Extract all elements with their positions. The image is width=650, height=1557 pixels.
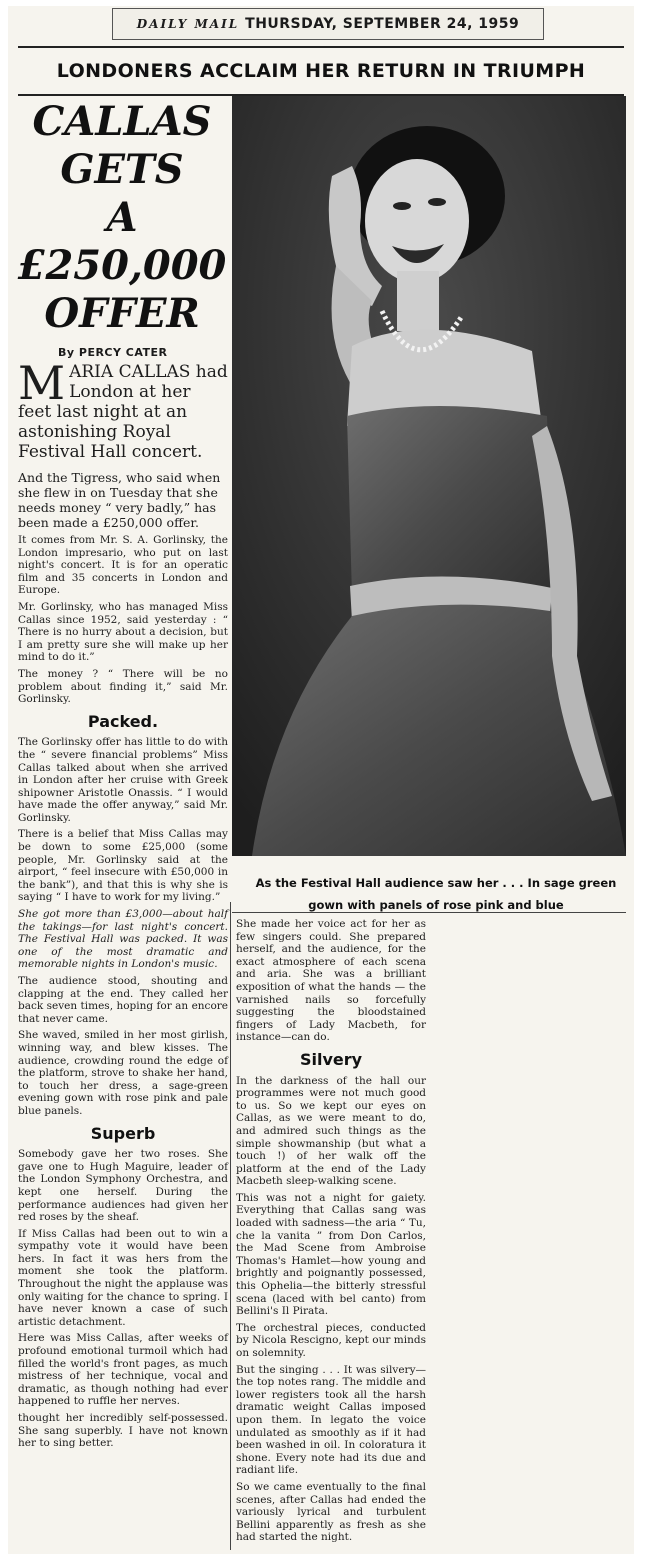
byline: By PERCY CATER [58,346,168,359]
body-paragraph: But the singing . . . It was silvery—the top notes rang. The middle and lower registers took all the harsh dramatic weight Callas imposed upon them. In legato the voice undulated as smoothly as if it had been washed in oil. In coloratura it shone. Every note had its due and radiant life. [236,1363,426,1477]
caption-rule [232,912,626,913]
article-column-2 [236,918,426,1548]
main-headline [16,98,228,338]
article-column-1 [18,356,228,1454]
photo-caption: As the Festival Hall audience saw her . . . In sage green gown with panels of rose pink and blue [255,876,617,912]
body-paragraph: If Miss Callas had been out to win a sympathy vote it would have been hers. In fact it was hers from the moment she took the platform. Throughout the night the applause was only waiting for the chance to spring. I have never known a case of such artistic detachment. [18,1227,228,1328]
body-paragraph: In the darkness of the hall our programmes were not much good to us. So we kept our eyes on Callas, as we were meant to do, and admired such things as the simple showmanship (but what a touch !) of her walk off the platform at the end of the Lady Macbeth sleep-walking scene. [236,1074,426,1188]
headline-line: OFFER [44,290,200,337]
intro-paragraph: And the Tigress, who said when she flew in on Tuesday that she needs money “ very badly,” has been made a £250,000 offer. [18,470,221,530]
body-paragraph: thought her incredibly self-possessed. She sang superbly. I have not known her to sing better. [18,1412,228,1450]
subhead-silvery: Silvery [299,1049,363,1069]
body-paragraph: The audience stood, shouting and clapping at the end. They called her back seven times, hoping for an encore that never came. [18,975,228,1025]
body-paragraph: So we came eventually to the final scenes, after Callas had ended the variously lyrical and turbulent Bellini apparently as fresh as she had started the night. [236,1480,426,1544]
italic-paragraph: She got more than £3,000—about half the takings—for last night's concert. The Festival Hall was packed. It was one of the most dramatic and memorable nights in London's music. [18,908,228,971]
singer-photo-illustration [232,96,626,856]
lead-text: ARIA CALLAS had London at her feet last night at an astonishing Royal Festival Hall concert. [18,362,228,462]
masthead-date: THURSDAY, SEPTEMBER 24, 1959 [245,16,520,32]
headline-line: CALLAS [32,98,212,145]
body-paragraph: It comes from Mr. S. A. Gorlinsky, the London impresario, who put on last night's concert. It is for an operatic film and 35 concerts in London and Europe. [18,534,228,597]
headline-line: £250,000 [17,242,227,289]
body-paragraph: Mr. Gorlinsky, who has managed Miss Callas since 1952, said yesterday : “ There is no hurry about a decision, but I am pretty sure she will make up her mind to do it.” [18,600,228,664]
lead-paragraph [18,356,228,462]
body-paragraph: Somebody gave her two roses. She gave one to Hugh Maguire, leader of the London Symphony Orchestra, and kept one herself. During the performance audiences had given her red roses by the sheaf. [18,1148,228,1224]
subhead-packed: Packed. [87,711,159,731]
body-paragraph: The orchestral pieces, conducted by Nicola Rescigno, kept our minds on solemnity. [236,1321,426,1359]
drop-cap: M [18,356,66,410]
masthead [112,8,544,40]
body-paragraph: She waved, smiled in her most girlish, winning way, and blew kisses. The audience, crowding round the edge of the platform, strove to shake her hand, to touch her dress, a sage-green evening gown with rose pink and pale blue panels. [18,1029,228,1117]
face-shape [365,159,469,283]
body-paragraph: There is a belief that Miss Callas may be down to some £25,000 (some people, Mr. Gorlinsky said at the airport, “ feel insecure with £50,000 in the bank”), and that this is why she is saying “ I have to work for my living.” [18,828,228,904]
masthead-paper-name: DAILY MAIL [136,17,240,31]
body-paragraph: This was not a night for gaiety. Everything that Callas sang was loaded with sadness—the aria “ Tu, che la vanita ” from Don Carlos, the Mad Scene from Ambroise Thomas's Hamlet—how young and brightly and poignantly possessed, this Ophelia—the bitterly stressful scena (laced with bel canto) from Bellini's Il Pirata. [236,1191,426,1318]
headline-line: GETS [60,146,184,193]
body-paragraph: Here was Miss Callas, after weeks of profound emotional turmoil which had filled the world's front pages, as much mistress of her technique, vocal and dramatic, as though nothing had ever happened to ruffle her nerves. [18,1332,228,1408]
headline-line: A [106,194,138,241]
kicker-headline: LONDONERS ACCLAIM HER RETURN IN TRIUMPH [18,46,624,96]
body-paragraph: She made her voice act for her as few singers could. She prepared herself, and the audience, for the exact atmosphere of each scena and aria. She was a brilliant exposition of what the hands — the varnished nails so forcefully suggesting the bloodstained fingers of Lady Macbeth, for instance—can do. [236,918,426,1044]
newspaper-clipping [8,6,634,1554]
body-paragraph: The money ? “ There will be no problem about finding it,” said Mr. Gorlinsky. [18,667,228,706]
subhead-superb: Superb [90,1123,156,1143]
column-divider [230,902,231,1550]
portrait-photo [232,96,626,856]
dress-bodice [347,406,552,606]
body-paragraph: The Gorlinsky offer has little to do with the “ severe financial problems” Miss Callas talked about when she arrived in London after her cruise with Greek shipowner Aristotle Onassis. “ I would have made the offer anyway,” said Mr. Gorlinsky. [18,736,228,824]
